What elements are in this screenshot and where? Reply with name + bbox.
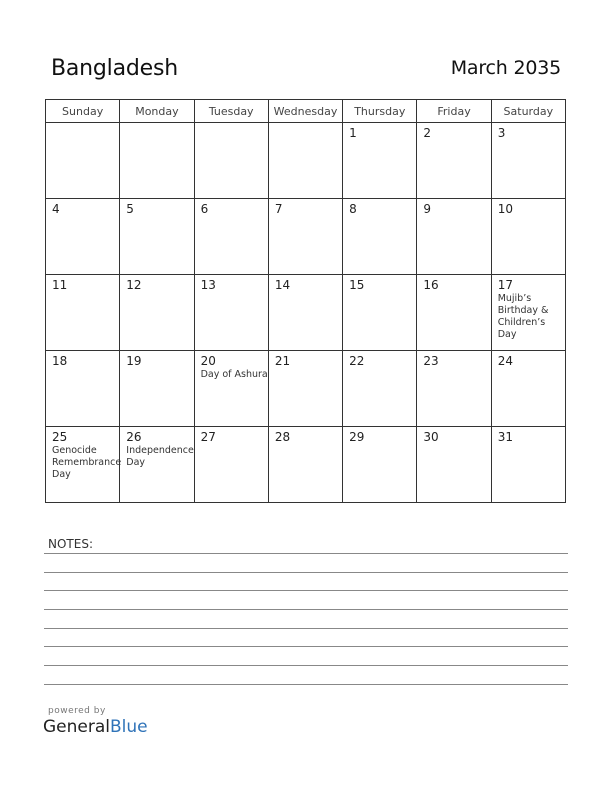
day-number: 14 (274, 278, 291, 292)
day-number: 6 (200, 202, 209, 216)
day-number: 24 (497, 354, 513, 368)
calendar-day-cell (417, 427, 491, 503)
calendar-day-cell (491, 199, 565, 275)
weekday-saturday: Saturday (491, 100, 565, 123)
weekday-thursday: Thursday (343, 100, 417, 123)
day-number: 16 (423, 278, 439, 292)
generalblue-logo (43, 717, 148, 737)
calendar-week-row (46, 427, 566, 503)
calendar-day-cell (343, 275, 417, 351)
day-number: 28 (274, 430, 291, 444)
calendar-day-cell (194, 427, 268, 503)
day-number: 25 (52, 430, 68, 444)
calendar-day-cell (194, 199, 268, 275)
day-number: 22 (349, 354, 365, 368)
brand-blue-text: Blue (110, 717, 148, 737)
calendar-week-row (46, 199, 566, 275)
day-number: 13 (200, 278, 216, 292)
day-number: 27 (200, 430, 216, 444)
day-number: 21 (274, 354, 291, 368)
notes-line (44, 628, 568, 629)
calendar-day-cell (343, 351, 417, 427)
day-number: 29 (349, 430, 365, 444)
calendar-day-cell (417, 199, 491, 275)
calendar-day-cell (120, 351, 194, 427)
calendar-day-cell (417, 123, 491, 199)
day-number: 9 (423, 202, 432, 216)
day-number: 1 (349, 126, 357, 140)
day-number: 7 (274, 202, 283, 216)
calendar-day-cell (120, 199, 194, 275)
country-title: Bangladesh (51, 56, 178, 81)
calendar-day-cell (120, 275, 194, 351)
calendar-day-cell (268, 351, 342, 427)
calendar-week-row (46, 275, 566, 351)
brand-general-text: General (43, 717, 110, 737)
calendar-day-cell (491, 275, 565, 351)
weekday-monday: Monday (120, 100, 194, 123)
day-number: 26 (126, 430, 142, 444)
calendar-day-cell (417, 351, 491, 427)
calendar-week-row (46, 123, 566, 199)
calendar-body (46, 123, 566, 503)
calendar-week-row (46, 351, 566, 427)
calendar-day-cell (417, 275, 491, 351)
notes-line (44, 646, 568, 647)
calendar-day-cell (46, 123, 120, 199)
day-number: 5 (126, 202, 134, 216)
day-number: 4 (52, 202, 60, 216)
weekday-tuesday: Tuesday (194, 100, 268, 123)
weekday-header-row (46, 100, 566, 123)
notes-label: NOTES: (48, 537, 93, 551)
notes-line (44, 684, 568, 685)
holiday-label: Independence Day (126, 445, 194, 468)
day-number: 18 (52, 354, 68, 368)
calendar-day-cell (268, 199, 342, 275)
holiday-label: Day of Ashura (200, 369, 268, 380)
notes-line (44, 553, 568, 554)
day-number: 15 (349, 278, 365, 292)
calendar-day-cell (491, 427, 565, 503)
calendar-day-cell (194, 351, 268, 427)
calendar-day-cell (343, 123, 417, 199)
holiday-label: Mujib’s Birthday & Children’s Day (497, 293, 549, 340)
calendar-day-cell (343, 199, 417, 275)
day-number: 17 (497, 278, 513, 292)
calendar-day-cell (120, 427, 194, 503)
calendar-grid (45, 99, 566, 503)
calendar-day-cell (491, 123, 565, 199)
notes-line (44, 665, 568, 666)
day-number: 19 (126, 354, 142, 368)
day-number: 31 (497, 430, 513, 444)
calendar-day-cell (268, 123, 342, 199)
notes-line (44, 572, 568, 573)
day-number: 8 (349, 202, 357, 216)
day-number: 11 (52, 278, 68, 292)
notes-line (44, 590, 568, 591)
calendar-day-cell (268, 275, 342, 351)
powered-by-label: powered by (48, 706, 106, 716)
weekday-wednesday: Wednesday (268, 100, 342, 123)
calendar-day-cell (194, 123, 268, 199)
calendar-day-cell (46, 275, 120, 351)
calendar-day-cell (46, 199, 120, 275)
weekday-friday: Friday (417, 100, 491, 123)
day-number: 3 (497, 126, 506, 140)
calendar-day-cell (46, 427, 120, 503)
day-number: 2 (423, 126, 432, 140)
calendar-day-cell (120, 123, 194, 199)
calendar-day-cell (194, 275, 268, 351)
notes-line (44, 609, 568, 610)
day-number: 30 (423, 430, 439, 444)
day-number: 10 (497, 202, 513, 216)
day-number: 20 (200, 354, 216, 368)
day-number: 23 (423, 354, 439, 368)
holiday-label: Genocide Remembrance Day (52, 445, 122, 480)
calendar-day-cell (268, 427, 342, 503)
weekday-sunday: Sunday (46, 100, 120, 123)
day-number: 12 (126, 278, 142, 292)
calendar-day-cell (46, 351, 120, 427)
calendar-day-cell (491, 351, 565, 427)
month-year-title: March 2035 (450, 57, 561, 79)
calendar-day-cell (343, 427, 417, 503)
